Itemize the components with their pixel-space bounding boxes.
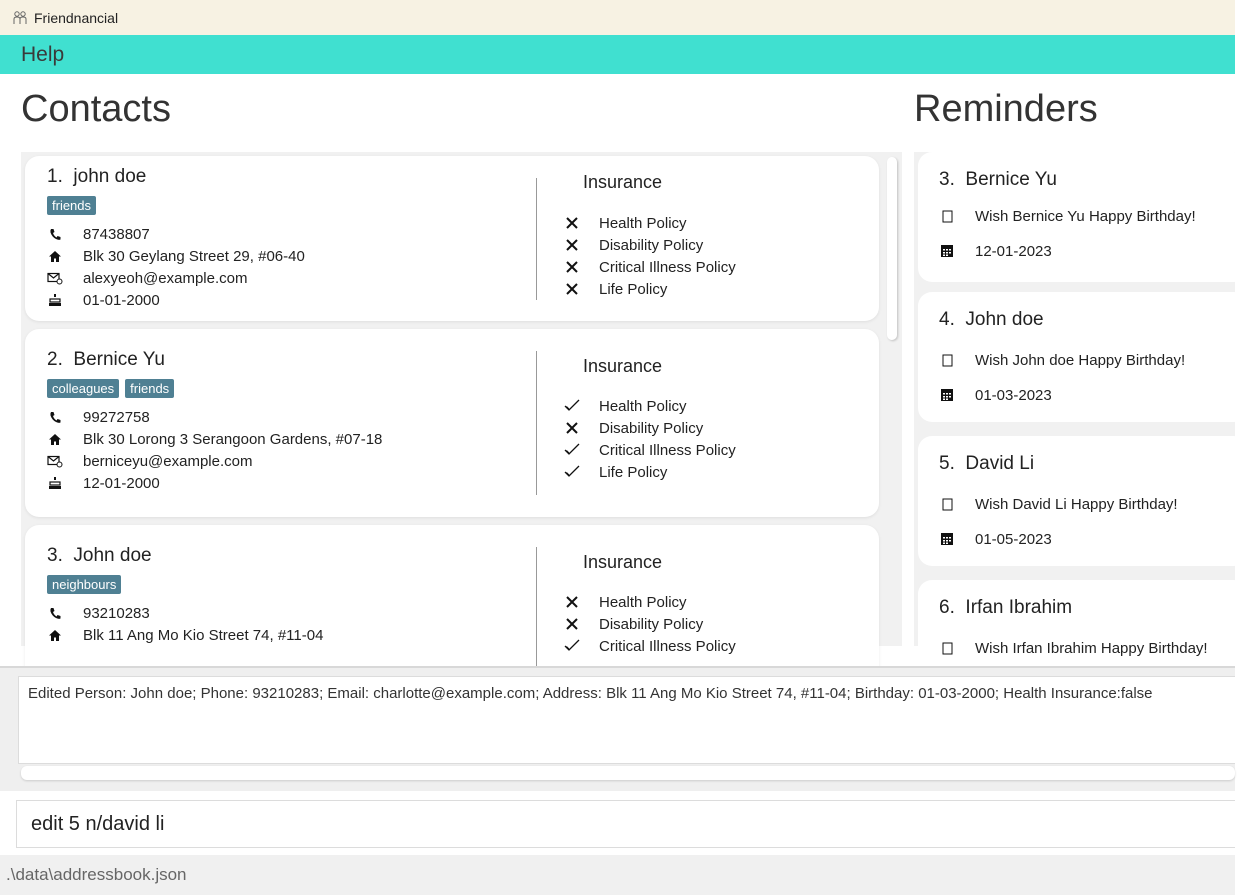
email-row [47, 450, 252, 472]
policy-row [563, 395, 687, 417]
cross-icon [563, 236, 581, 254]
window-title: Friendnancial [34, 9, 119, 26]
reminder-name [939, 453, 1034, 475]
phone-row [47, 602, 150, 624]
reminder-name-text: John doe [965, 309, 1044, 330]
card-divider [536, 178, 537, 300]
phone-icon [47, 605, 63, 621]
reminder-index: 4. [939, 309, 955, 330]
contact-name [47, 349, 165, 371]
policy-row [563, 461, 667, 483]
email-icon [47, 453, 63, 469]
cross-icon [563, 214, 581, 232]
result-scrollbar[interactable] [21, 766, 1235, 780]
result-display[interactable] [18, 676, 1235, 764]
policy-label: Critical Illness Policy [599, 441, 736, 459]
card-divider [536, 351, 537, 495]
contacts-scrollbar[interactable] [887, 157, 897, 340]
contact-index: 2. [47, 349, 63, 370]
reminder-index: 6. [939, 597, 955, 618]
reminder-card[interactable] [918, 436, 1248, 566]
address-text: Blk 11 Ang Mo Kio Street 74, #11-04 [83, 626, 324, 644]
tag-list [47, 379, 174, 398]
title-bar [0, 0, 1235, 35]
address-text: Blk 30 Geylang Street 29, #06-40 [83, 247, 305, 265]
cross-icon [563, 419, 581, 437]
home-icon [47, 248, 63, 264]
command-box[interactable] [16, 800, 1235, 848]
email-text: berniceyu@example.com [83, 452, 253, 470]
birthday-text: 01-01-2000 [83, 291, 160, 309]
note-icon [939, 208, 955, 224]
policy-row [563, 234, 703, 256]
tag: neighbours [47, 575, 121, 594]
reminder-name-text: Bernice Yu [965, 169, 1057, 190]
cross-icon [563, 593, 581, 611]
insurance-title: Insurance [583, 172, 663, 192]
contact-index: 3. [47, 545, 63, 566]
reminder-index: 5. [939, 453, 955, 474]
address-row [47, 428, 382, 450]
reminder-message: Wish John doe Happy Birthday! [975, 351, 1186, 369]
phone-icon [47, 226, 63, 242]
reminders-heading: Reminders [914, 88, 1098, 130]
app-icon [12, 10, 28, 26]
phone-text: 93210283 [83, 604, 150, 622]
reminder-date: 01-03-2023 [975, 386, 1052, 404]
check-icon [563, 441, 581, 459]
check-icon [563, 397, 581, 415]
cross-icon [563, 615, 581, 633]
policy-label: Health Policy [599, 593, 687, 611]
cake-icon [47, 292, 63, 308]
reminder-name-text: Irfan Ibrahim [965, 597, 1073, 618]
reminder-name-text: David Li [965, 453, 1035, 474]
policy-label: Critical Illness Policy [599, 258, 736, 276]
reminder-message-row [939, 637, 1208, 659]
policy-row [563, 613, 703, 635]
reminder-message-row [939, 493, 1178, 515]
policy-label: Disability Policy [599, 236, 704, 254]
check-icon [563, 637, 581, 655]
tag-list [47, 575, 121, 594]
reminder-card[interactable] [918, 292, 1248, 422]
check-icon [563, 463, 581, 481]
address-row [47, 624, 323, 646]
reminder-date-row [939, 240, 1052, 262]
contact-index: 1. [47, 166, 63, 187]
reminder-date-row [939, 384, 1052, 406]
command-input[interactable] [31, 813, 1221, 836]
birthday-row [47, 472, 160, 494]
contact-name-text: Bernice Yu [73, 349, 165, 370]
contacts-list[interactable] [21, 152, 902, 655]
reminder-date: 12-01-2023 [975, 242, 1052, 260]
birthday-text: 12-01-2000 [83, 474, 160, 492]
policy-row [563, 212, 687, 234]
policy-row [563, 635, 736, 657]
phone-row [47, 406, 150, 428]
calendar-icon [939, 387, 955, 403]
cross-icon [563, 280, 581, 298]
address-text: Blk 30 Lorong 3 Serangoon Gardens, #07-18 [83, 430, 383, 448]
calendar-icon [939, 243, 955, 259]
policy-row [563, 417, 703, 439]
contact-name [47, 545, 152, 567]
help-menu[interactable]: Help [21, 42, 65, 66]
policy-label: Life Policy [599, 463, 668, 481]
policy-label: Health Policy [599, 214, 687, 232]
insurance-title: Insurance [583, 552, 663, 572]
reminder-index: 3. [939, 169, 955, 190]
reminder-date-row [939, 528, 1052, 550]
policy-row [563, 439, 736, 461]
email-icon [47, 270, 63, 286]
address-row [47, 245, 305, 267]
email-text: alexyeoh@example.com [83, 269, 248, 287]
contacts-heading: Contacts [21, 88, 171, 130]
policy-row [563, 591, 687, 613]
home-icon [47, 431, 63, 447]
policy-label: Critical Illness Policy [599, 637, 736, 655]
phone-text: 87438807 [83, 225, 150, 243]
save-location: .\data\addressbook.json [6, 865, 187, 884]
birthday-row [47, 289, 160, 311]
reminder-name [939, 309, 1044, 331]
calendar-icon [939, 531, 955, 547]
phone-text: 99272758 [83, 408, 150, 426]
tag: colleagues [47, 379, 119, 398]
contact-name [47, 166, 146, 188]
tag: friends [125, 379, 174, 398]
home-icon [47, 627, 63, 643]
reminder-message-row [939, 205, 1196, 227]
reminder-date: 01-05-2023 [975, 530, 1052, 548]
contact-name-text: John doe [73, 545, 152, 566]
phone-row [47, 223, 150, 245]
contact-name-text: john doe [73, 166, 147, 187]
reminder-name [939, 597, 1072, 619]
menu-bar [0, 35, 1235, 74]
note-icon [939, 352, 955, 368]
reminder-message: Wish Bernice Yu Happy Birthday! [975, 207, 1196, 225]
note-icon [939, 496, 955, 512]
policy-row [563, 278, 667, 300]
insurance-title: Insurance [583, 356, 663, 376]
contact-card[interactable] [25, 156, 879, 321]
email-row [47, 267, 247, 289]
status-bar [0, 855, 1235, 895]
reminder-card[interactable] [918, 152, 1248, 282]
reminder-name [939, 169, 1057, 191]
phone-icon [47, 409, 63, 425]
cake-icon [47, 475, 63, 491]
reminders-list[interactable] [914, 152, 1235, 657]
policy-label: Health Policy [599, 397, 687, 415]
cross-icon [563, 258, 581, 276]
policy-row [563, 256, 736, 278]
reminder-message-row [939, 349, 1185, 371]
contact-card[interactable] [25, 329, 879, 517]
policy-label: Disability Policy [599, 615, 704, 633]
tag-list [47, 196, 96, 215]
policy-label: Life Policy [599, 280, 668, 298]
reminder-message: Wish Irfan Ibrahim Happy Birthday! [975, 639, 1208, 657]
reminder-message: Wish David Li Happy Birthday! [975, 495, 1178, 513]
tag: friends [47, 196, 96, 215]
policy-label: Disability Policy [599, 419, 704, 437]
result-text: Edited Person: John doe; Phone: 93210283; Email: charlotte@example.com; Address: Blk 11 Ang Mo Kio Street 74, #11-04; Birthday: 01-03-2000; Health Insurance:false [28, 685, 1153, 702]
note-icon [939, 640, 955, 656]
